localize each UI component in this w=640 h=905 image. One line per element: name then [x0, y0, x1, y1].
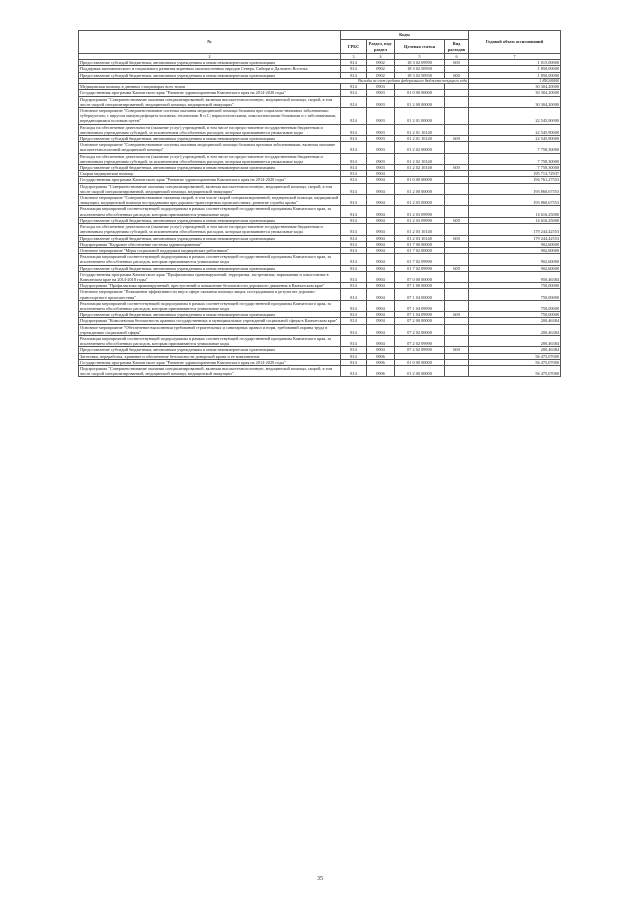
table-body [79, 60, 561, 377]
table-row [79, 142, 561, 153]
budget-table [78, 30, 561, 377]
row-grbs: 814 [341, 300, 367, 311]
header-num: № [79, 31, 341, 54]
table-row [79, 96, 561, 107]
row-section: 0903 [367, 90, 395, 96]
row-description: Подпрограмма "Профилактика правонарушений, преступлений и повышение безопасности дорожного движения в Камчатском крае" [79, 283, 341, 289]
row-description: Медицинская помощь в дневных стационарах всех типов [79, 84, 341, 90]
row-description: Основное мероприятие "Меры социальной поддержки медицинских работников" [79, 247, 341, 253]
row-description: Предоставление субсидий бюджетным, автономным учреждениям и иным некоммерческим организациям [79, 347, 341, 353]
row-amount: 56 475,07000 [469, 353, 561, 359]
row-target: 01 2 00 00000 [395, 365, 445, 376]
row-grbs: 814 [341, 283, 367, 289]
row-target: 07 1 04 09990 [395, 312, 445, 318]
row-amount: 30 304,20000 [469, 84, 561, 90]
row-section: 0903 [367, 96, 395, 107]
row-grbs: 814 [341, 241, 367, 247]
row-description: Подпрограмма "Совершенствование оказания специализированной, включая высокотехнологичную, медицинской помощи, скорой, в том числе скорой специализированной, медицинской помощи, медицинской эвакуации" [79, 96, 341, 107]
column-number: 6 [445, 54, 469, 60]
row-description: Основное мероприятие "Повышение эффективности мер в сфере оказания помощи лицам, пострадавшим в результате дорожно-транспортного происшествия" [79, 289, 341, 300]
row-section: 0904 [367, 254, 395, 265]
row-section: 0904 [367, 183, 395, 194]
row-target: 01 2 02 10140 [395, 153, 445, 164]
row-grbs: 814 [341, 177, 367, 183]
row-amount: 193 860,67553 [469, 195, 561, 206]
row-section: 0903 [367, 165, 395, 171]
table-row [79, 365, 561, 376]
row-section: 0902 [367, 60, 395, 66]
row-target: 01 2 03 10140 [395, 235, 445, 241]
row-target: 07 0 00 00000 [395, 271, 445, 282]
row-exptype: 600 [445, 217, 469, 223]
column-number: 2 [79, 54, 341, 60]
row-exptype [445, 300, 469, 311]
row-section: 0904 [367, 241, 395, 247]
row-exptype: 600 [445, 60, 469, 66]
document-page [78, 30, 560, 377]
table-row [79, 206, 561, 217]
row-grbs: 814 [341, 183, 367, 194]
row-section: 0904 [367, 271, 395, 282]
row-description: Основное мероприятие "Обеспечение выполнения требований строительных и санитарных правил и норм, требований охраны труда в учреждениях социальной сферы" [79, 324, 341, 335]
row-target: 07 1 04 09990 [395, 300, 445, 311]
row-description: Предоставление субсидий бюджетным, автономным учреждениям и иным некоммерческим организациям [79, 136, 341, 142]
row-description: Основное мероприятие "Совершенствование системы оказания медицинской помощи больным прочими заболеваниями, включая оказание высокотехнологичной медицинской помощи" [79, 142, 341, 153]
row-description: Расходы на обеспечение деятельности (оказание услуг) учреждений, в том числе на предоставление государственным бюджетным и автономным учреждениям субсидий, за исключением обособленных расходов, которым присваиваются уникальные коды [79, 124, 341, 135]
row-target: 01 2 00 00000 [395, 183, 445, 194]
row-exptype [445, 365, 469, 376]
row-exptype [445, 335, 469, 346]
row-amount: 56 475,07000 [469, 359, 561, 365]
column-number: 3 [341, 54, 367, 60]
row-section: 0904 [367, 217, 395, 223]
row-exptype [445, 224, 469, 235]
row-amount: 1 850,00000 [469, 66, 561, 72]
row-amount: 902,60000 [469, 247, 561, 253]
row-grbs: 814 [341, 247, 367, 253]
row-description: Реализация мероприятий соответствующей подпрограммы в рамках соответствующей государственной программы Камчатского края, за исключением обособленных расходов, которым присваиваются уникальные коды [79, 300, 341, 311]
row-target: 07 1 04 00000 [395, 289, 445, 300]
row-grbs: 814 [341, 289, 367, 300]
row-grbs: 814 [341, 265, 367, 271]
row-grbs: 814 [341, 108, 367, 125]
row-amount: 200,46384 [469, 318, 561, 324]
row-amount: 30 304,20000 [469, 96, 561, 107]
row-target: 01 2 03 10140 [395, 224, 445, 235]
row-amount: 22 545,90000 [469, 136, 561, 142]
row-section: 0904 [367, 335, 395, 346]
row-section: 0904 [367, 312, 395, 318]
table-row [79, 153, 561, 164]
row-target: 01 2 03 09990 [395, 206, 445, 217]
row-description: Подпрограмма "Комплексная безопасность краевых государственных и муниципальных учреждений социальной сферы в Камчатском крае" [79, 318, 341, 324]
table-row [79, 271, 561, 282]
row-grbs: 814 [341, 312, 367, 318]
row-amount: 194 761,27553 [469, 177, 561, 183]
row-grbs: 814 [341, 195, 367, 206]
row-amount: 14 616,25000 [469, 206, 561, 217]
row-section: 0904 [367, 171, 395, 177]
row-target: 01 7 00 00000 [395, 241, 445, 247]
row-note-amount: 1 850,00000 [469, 78, 561, 83]
row-grbs: 814 [341, 365, 367, 376]
row-section: 0904 [367, 224, 395, 235]
page-number: 35 [317, 876, 323, 882]
table-row [79, 324, 561, 335]
row-description: Предоставление субсидий бюджетным, автономным учреждениям и иным некоммерческим организациям [79, 265, 341, 271]
row-grbs: 814 [341, 96, 367, 107]
header-codes: Коды [341, 31, 469, 40]
row-exptype: 600 [445, 165, 469, 171]
row-exptype: 600 [445, 265, 469, 271]
header-exptype: Вид расходов [445, 40, 469, 54]
row-target: 01 2 02 10140 [395, 165, 445, 171]
row-description: Скорая медицинская помощь [79, 171, 341, 177]
row-amount: 750,00000 [469, 312, 561, 318]
row-exptype [445, 96, 469, 107]
row-description: Предоставление субсидий бюджетным, автономным учреждениям и иным некоммерческим организациям [79, 235, 341, 241]
row-target: 01 2 00 00000 [395, 96, 445, 107]
row-note: Расходы за счет средств федерального бюджета текущего года [79, 78, 469, 83]
row-description: Государственная программа Камчатского края "Развитие здравоохранения Камчатского края на 2014-2020 годы" [79, 90, 341, 96]
row-grbs: 814 [341, 324, 367, 335]
row-description: Государственная программа Камчатского края "Развитие здравоохранения Камчатского края на 2014-2020 годы" [79, 359, 341, 365]
header-grbs: ГРБС [341, 40, 367, 54]
row-section: 0903 [367, 108, 395, 125]
row-section: 0906 [367, 359, 395, 365]
row-grbs: 814 [341, 206, 367, 217]
row-amount: 902,60000 [469, 254, 561, 265]
row-grbs: 814 [341, 217, 367, 223]
row-section: 0902 [367, 66, 395, 72]
row-amount: 1 015,00000 [469, 60, 561, 66]
row-section: 0906 [367, 365, 395, 376]
row-description: Реализация мероприятий соответствующей подпрограммы в рамках соответствующей государственной программы Камчатского края, за исключением обособленных расходов, которым присваиваются уникальные коды [79, 254, 341, 265]
table-row [79, 335, 561, 346]
row-amount: 1 850,00000 [469, 72, 561, 78]
row-description: Заготовка, переработка, хранение и обеспечение безопасности донорской крови и ее компонентов [79, 353, 341, 359]
row-section: 0903 [367, 153, 395, 164]
row-description: Предоставление субсидий бюджетным, автономным учреждениям и иным некоммерческим организациям [79, 217, 341, 223]
row-exptype [445, 183, 469, 194]
row-target: 01 2 03 09990 [395, 217, 445, 223]
row-grbs: 814 [341, 347, 367, 353]
row-amount: 750,00000 [469, 283, 561, 289]
row-grbs: 814 [341, 165, 367, 171]
row-section: 0904 [367, 235, 395, 241]
row-description: Предоставление субсидий бюджетным, автономным учреждениям и иным некоммерческим организациям [79, 60, 341, 66]
row-exptype [445, 142, 469, 153]
row-section: 0903 [367, 124, 395, 135]
row-target: 01 2 02 00000 [395, 142, 445, 153]
row-section: 0903 [367, 136, 395, 142]
row-grbs: 814 [341, 136, 367, 142]
row-target: 01 2 01 10140 [395, 124, 445, 135]
row-description: Подпрограмма "Совершенствование оказания специализированной, включая высокотехнологичную, медицинской помощи, скорой, в том числе скорой специализированной, медицинской помощи, медицинской эвакуации" [79, 365, 341, 376]
row-exptype [445, 289, 469, 300]
row-section: 0904 [367, 347, 395, 353]
row-grbs: 814 [341, 171, 367, 177]
row-grbs: 814 [341, 84, 367, 90]
row-description: Основное мероприятие "Совершенствование оказания скорой, в том числе скорой специализированной, медицинской помощи, медицинской эвакуации, медицинской помощи пострадавшим при дорожно-транспортных происшествиях, развитие службы крови" [79, 195, 341, 206]
header-section: Раздел, под-раздел [367, 40, 395, 54]
row-grbs: 814 [341, 124, 367, 135]
row-section: 0903 [367, 84, 395, 90]
table-row [79, 124, 561, 135]
row-amount: 7 758,30000 [469, 153, 561, 164]
column-number: 7 [469, 54, 561, 60]
row-grbs: 814 [341, 66, 367, 72]
row-target: 18 3 02 50930 [395, 66, 445, 72]
row-exptype: 600 [445, 72, 469, 78]
row-amount: 902,60000 [469, 265, 561, 271]
row-section: 0906 [367, 353, 395, 359]
row-amount: 179 244,42553 [469, 235, 561, 241]
row-description: Расходы на обеспечение деятельности (оказание услуг) учреждений, в том числе на предоставление государственным бюджетным и автономным учреждениям субсидий, за исключением обособленных расходов, которым присваиваются уникальные коды [79, 224, 341, 235]
row-description: Предоставление субсидий бюджетным, автономным учреждениям и иным некоммерческим организациям [79, 312, 341, 318]
row-description: Подпрограмма "Совершенствование оказания специализированной, включая высокотехнологичную, медицинской помощи, скорой, в том числе скорой специализированной, медицинской помощи, медицинской эвакуации" [79, 183, 341, 194]
row-section: 0904 [367, 206, 395, 217]
header-target: Целевая статья [395, 40, 445, 54]
row-description: Поддержка экономического и социального развития коренных малочисленных народов Севера, Сибири и Дальнего Востока [79, 66, 341, 72]
row-target: 01 7 02 09990 [395, 265, 445, 271]
row-grbs: 814 [341, 235, 367, 241]
row-amount: 30 304,20000 [469, 90, 561, 96]
row-section: 0904 [367, 283, 395, 289]
table-row [79, 224, 561, 235]
table-row [79, 183, 561, 194]
row-description: Государственная программа Камчатского края "Профилактика правонарушений, терроризма, экстремизма, наркомании и алкоголизма в Камчатском крае на 2014-2018 годы" [79, 271, 341, 282]
row-amount: 7 758,30000 [469, 165, 561, 171]
row-exptype [445, 324, 469, 335]
row-description: Основное мероприятие "Совершенствование системы оказания медицинской помощи больным при социально-значимых заболеваниях: туберкулезом; с вирусом иммунодефицита человека; гепатитами B и C; наркологическими, онкологическими больными и с заболеваниями, передающимися половым путем" [79, 108, 341, 125]
row-section: 0902 [367, 72, 395, 78]
row-target: 01 2 01 10140 [395, 136, 445, 142]
row-section: 0904 [367, 324, 395, 335]
row-amount: 902,60000 [469, 241, 561, 247]
row-target: 07 2 00 00000 [395, 318, 445, 324]
row-target: 07 1 00 00000 [395, 283, 445, 289]
column-number: 4 [367, 54, 395, 60]
row-description: Предоставление субсидий бюджетным, автономным учреждениям и иным некоммерческим организациям [79, 165, 341, 171]
row-section: 0904 [367, 318, 395, 324]
row-section: 0904 [367, 195, 395, 206]
row-target: 01 0 00 00000 [395, 177, 445, 183]
row-target: 18 3 02 50930 [395, 72, 445, 78]
row-amount: 56 475,07000 [469, 365, 561, 376]
row-description: Реализация мероприятий соответствующей подпрограммы в рамках соответствующей государственной программы Камчатского края, за исключением обособленных расходов, которым присваиваются уникальные коды [79, 335, 341, 346]
row-grbs: 814 [341, 318, 367, 324]
row-amount: 7 758,30000 [469, 142, 561, 153]
row-description: Расходы на обеспечение деятельности (оказание услуг) учреждений, в том числе на предоставление государственным бюджетным и автономным учреждениям субсидий, за исключением обособленных расходов, которым присваиваются уникальные коды [79, 153, 341, 164]
row-amount: 200,46384 [469, 347, 561, 353]
row-section: 0904 [367, 177, 395, 183]
row-amount: 750,00000 [469, 289, 561, 300]
column-number: 5 [395, 54, 445, 60]
row-grbs: 814 [341, 224, 367, 235]
row-target: 01 0 00 00000 [395, 359, 445, 365]
row-exptype [445, 271, 469, 282]
row-grbs: 814 [341, 60, 367, 66]
row-grbs: 814 [341, 142, 367, 153]
row-exptype: 600 [445, 136, 469, 142]
row-amount: 14 616,25000 [469, 217, 561, 223]
table-row [79, 195, 561, 206]
row-exptype [445, 108, 469, 125]
row-description: Реализация мероприятий соответствующей подпрограммы в рамках соответствующей государственной программы Камчатского края, за исключением обособленных расходов, которым присваиваются уникальные коды [79, 206, 341, 217]
row-amount: 950,46384 [469, 271, 561, 282]
row-grbs: 814 [341, 335, 367, 346]
table-row [79, 300, 561, 311]
table-row [79, 254, 561, 265]
row-amount: 22 545,90000 [469, 124, 561, 135]
row-grbs: 814 [341, 153, 367, 164]
row-exptype [445, 124, 469, 135]
row-exptype [445, 254, 469, 265]
row-exptype [445, 153, 469, 164]
table-row [79, 108, 561, 125]
row-section: 0904 [367, 289, 395, 300]
row-amount: 200,46384 [469, 324, 561, 335]
row-amount: 200,46384 [469, 335, 561, 346]
row-section: 0904 [367, 300, 395, 311]
row-amount: 750,00000 [469, 300, 561, 311]
table-row [79, 289, 561, 300]
row-target: 07 2 02 00000 [395, 324, 445, 335]
row-grbs: 814 [341, 353, 367, 359]
row-section: 0903 [367, 142, 395, 153]
row-target: 01 0 00 00000 [395, 90, 445, 96]
row-description: Подпрограмма "Кадровое обеспечение системы здравоохранения" [79, 241, 341, 247]
row-section: 0904 [367, 265, 395, 271]
row-target: 18 3 02 09990 [395, 60, 445, 66]
row-exptype: 600 [445, 347, 469, 353]
row-description: Предоставление субсидий бюджетным, автономным учреждениям и иным некоммерческим организациям [79, 72, 341, 78]
row-exptype [445, 195, 469, 206]
row-target: 01 7 02 00000 [395, 247, 445, 253]
row-amount: 22 545,90000 [469, 108, 561, 125]
row-target: 01 2 03 00000 [395, 195, 445, 206]
row-grbs: 814 [341, 271, 367, 282]
row-target: 01 2 01 00000 [395, 108, 445, 125]
row-grbs: 814 [341, 72, 367, 78]
row-grbs: 814 [341, 254, 367, 265]
row-exptype: 600 [445, 235, 469, 241]
row-target: 07 2 02 09990 [395, 347, 445, 353]
row-section: 0904 [367, 247, 395, 253]
header-amount: Годовой объем ассигнований [469, 31, 561, 54]
row-amount: 193 860,67553 [469, 183, 561, 194]
row-exptype: 600 [445, 312, 469, 318]
row-description: Государственная программа Камчатского края "Развитие здравоохранения Камчатского края на 2014-2020 годы" [79, 177, 341, 183]
row-amount: 179 244,42553 [469, 224, 561, 235]
row-exptype [445, 206, 469, 217]
row-target: 07 2 02 09990 [395, 335, 445, 346]
row-grbs: 814 [341, 359, 367, 365]
row-grbs: 814 [341, 90, 367, 96]
row-amount: 195 713,72937 [469, 171, 561, 177]
row-target: 01 7 02 09990 [395, 254, 445, 265]
